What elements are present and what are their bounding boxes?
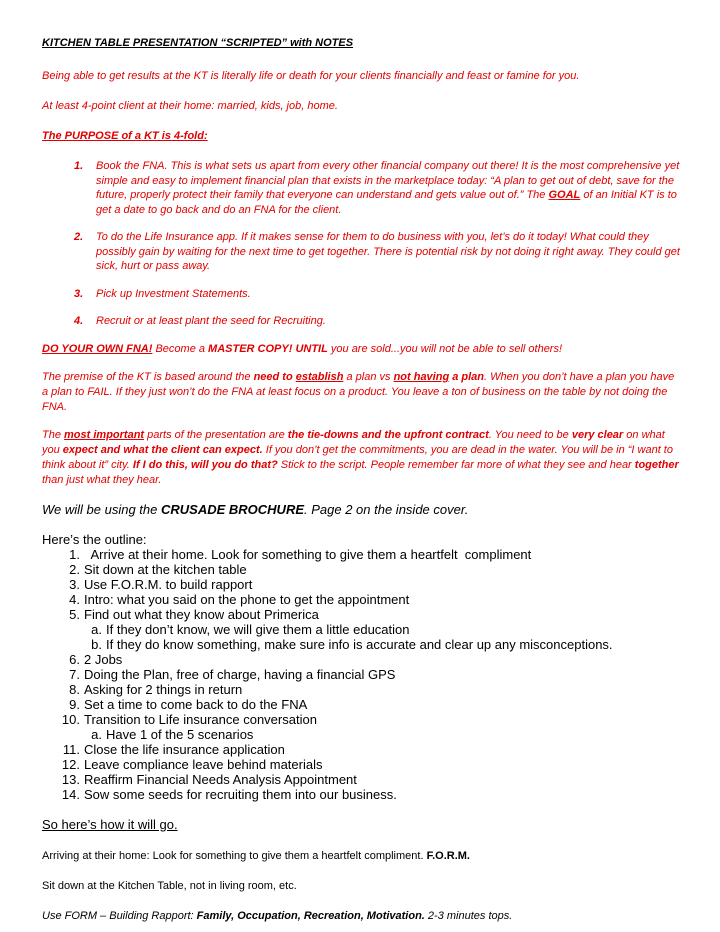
outline-item [42, 577, 682, 592]
useform-line [42, 909, 682, 924]
outline-subitem [42, 637, 682, 652]
document-page [42, 36, 682, 924]
text: The premise of the KT is based around the [42, 370, 254, 383]
outline-item [42, 787, 682, 802]
item-text: Recruit or at least plant the seed for Recruiting. [96, 315, 326, 327]
emphasis: CRUSADE BROCHURE [161, 501, 305, 517]
outline-text: Doing the Plan, free of charge, having a financial GPS [84, 666, 396, 682]
text: Become a [152, 342, 209, 355]
item-number: 3. [74, 287, 84, 300]
outline-item [42, 682, 682, 697]
own-fna-paragraph [42, 342, 682, 357]
purpose-item-1 [42, 159, 682, 217]
outline-number: 6. [69, 651, 80, 667]
text: than just what they hear. [42, 473, 162, 486]
text: . Page 2 on the inside cover. [304, 501, 469, 517]
outline-item [42, 757, 682, 772]
outline-text: Arrive at their home. Look for something to give them a heartfelt compliment [84, 546, 532, 562]
text: on what you [42, 428, 665, 456]
outline-item [42, 772, 682, 787]
emphasis: together [634, 458, 679, 471]
emphasis: Family, Occupation, Recreation, Motivation. [196, 909, 425, 922]
emphasis: not having [393, 370, 450, 383]
text: a plan vs [343, 370, 394, 383]
outline-number: 13. [61, 771, 80, 787]
outline-number: 8. [69, 681, 80, 697]
outline-number: 10. [61, 711, 80, 727]
emphasis: a plan [449, 370, 485, 383]
emphasis: DO YOUR OWN FNA! [42, 342, 153, 355]
outline-list [42, 547, 682, 802]
emphasis: most important [64, 428, 145, 441]
emphasis: very clear [571, 428, 624, 441]
item-text: Book the FNA. This is what sets us apart from every other financial company out there! It is the most comprehensive yet simple and easy to implement financial plan that exists in the marketplace today: “A plan to get out of debt, save for the future, properly protect their family that everyone can understand and gets value out of.” The [96, 160, 680, 201]
item-text: of an Initial KT is to get a date to go back and do an FNA for the client. [96, 189, 677, 216]
brochure-line [42, 502, 682, 517]
outline-heading: Here’s the outline: [42, 531, 147, 547]
outline-number: 4. [69, 591, 80, 607]
outline-number: a. [91, 621, 102, 637]
outline-text: Transition to Life insurance conversation [84, 711, 317, 727]
purpose-item-4 [42, 314, 682, 329]
outline-text: Have 1 of the 5 scenarios [106, 726, 254, 742]
arriving-line [42, 849, 682, 864]
outline-number: 2. [69, 561, 80, 577]
item-number: 2. [74, 231, 84, 243]
text: . You need to be [488, 428, 572, 441]
outline-item [42, 562, 682, 577]
item-number: 4. [74, 315, 84, 327]
outline-text: Reaffirm Financial Needs Analysis Appointment [84, 771, 357, 787]
text: 2-3 minutes tops. [424, 909, 513, 922]
emphasis: expect and what the client can expect. [62, 443, 263, 456]
intro-paragraph: Being able to get results at the KT is literally life or death for your clients financially and feast or famine for you. [42, 70, 580, 82]
purpose-heading: The PURPOSE of a KT is 4-fold: [42, 130, 208, 142]
outline-number: 1. [69, 546, 80, 562]
emphasis: If I do this, will you do that? [132, 458, 278, 471]
item-text: To do the Life Insurance app. If it makes sense for them to do business with you, let’s do it today! What could they possibly gain by waiting for the next time to get together. There is potential risk by not doing it right away. They could get sick, hurt or pass away. [96, 231, 680, 272]
outline-subitem [42, 727, 682, 742]
outline-subitem [42, 622, 682, 637]
outline-text: Close the life insurance application [84, 741, 285, 757]
outline-number: 11. [62, 741, 80, 757]
outline-text: If they don’t know, we will give them a little education [106, 621, 410, 637]
outline-item [42, 547, 682, 562]
how-it-goes-heading: So here’s how it will go. [42, 816, 178, 832]
outline-item [42, 742, 682, 757]
client-criteria: At least 4-point client at their home: married, kids, job, home. [42, 100, 338, 112]
outline-number: 14. [61, 786, 80, 802]
purpose-item-2 [42, 230, 682, 274]
goal-emphasis: GOAL [548, 189, 581, 201]
outline-text: If they do know something, make sure info is accurate and clear up any misconceptions. [106, 636, 613, 652]
outline-item [42, 592, 682, 607]
outline-item [42, 652, 682, 667]
outline-number: 7. [69, 666, 80, 682]
outline-text: Set a time to come back to do the FNA [84, 696, 308, 712]
sitdown-line: Sit down at the Kitchen Table, not in living room, etc. [42, 879, 297, 892]
outline-item [42, 667, 682, 682]
text: you are sold...you will not be able to sell others! [327, 342, 563, 355]
outline-text: Find out what they know about Primerica [84, 606, 319, 622]
outline-text: Sow some seeds for recruiting them into our business. [84, 786, 397, 802]
text: The [42, 428, 65, 441]
outline-text: Intro: what you said on the phone to get the appointment [84, 591, 410, 607]
purpose-item-3 [42, 287, 682, 302]
text: Arriving at their home: Look for something to give them a heartfelt compliment. [42, 849, 427, 862]
outline-item [42, 697, 682, 712]
important-paragraph [42, 428, 682, 488]
emphasis: need to [253, 370, 296, 383]
text: parts of the presentation are [144, 428, 288, 441]
premise-paragraph [42, 370, 682, 415]
outline-number: 3. [69, 576, 80, 592]
text: If you don’t get the commitments, you are dead in the water. You will be in “I want to think about it” city. [42, 443, 673, 471]
outline-text: 2 Jobs [84, 651, 123, 667]
outline-text: Sit down at the kitchen table [84, 561, 247, 577]
outline-number: 9. [69, 696, 80, 712]
emphasis: the tie-downs and the upfront contract [287, 428, 489, 441]
emphasis: establish [295, 370, 344, 383]
text: . When you don’t have a plan you have a plan to FAIL. If they just won’t do the FNA at least focus on a product. You leave a ton of business on the table by not doing the FNA. [42, 370, 675, 413]
outline-number: a. [91, 726, 102, 742]
item-number: 1. [74, 160, 84, 172]
outline-item [42, 607, 682, 622]
outline-number: b. [91, 636, 102, 652]
document-title: KITCHEN TABLE PRESENTATION “SCRIPTED” with NOTES [42, 37, 354, 49]
emphasis: UNTIL [295, 342, 328, 355]
outline-item [42, 712, 682, 727]
emphasis: MASTER COPY! [208, 342, 293, 355]
outline-text: Leave compliance leave behind materials [84, 756, 323, 772]
text: Use FORM – Building Rapport: [42, 909, 197, 922]
outline-text: Use F.O.R.M. to build rapport [84, 576, 253, 592]
item-text: Pick up Investment Statements. [96, 287, 251, 300]
outline-number: 12. [61, 756, 80, 772]
emphasis: F.O.R.M. [426, 849, 470, 862]
outline-number: 5. [69, 606, 80, 622]
outline-text: Asking for 2 things in return [84, 681, 243, 697]
text: We will be using the [42, 501, 161, 517]
text: Stick to the script. People remember far more of what they see and hear [277, 458, 635, 471]
